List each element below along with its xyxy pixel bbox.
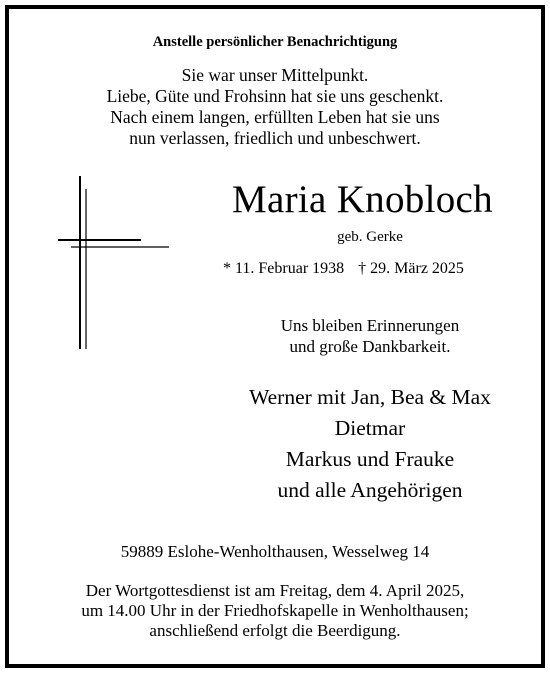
memory-line: und große Dankbarkeit. bbox=[289, 337, 451, 356]
mourner-line: Dietmar bbox=[334, 416, 406, 440]
mourner-line: Markus und Frauke bbox=[285, 447, 455, 471]
death-date: † 29. März 2025 bbox=[358, 260, 464, 277]
verse-line: Nach einem langen, erfüllten Leben hat sie uns bbox=[110, 107, 440, 127]
cross-icon bbox=[9, 9, 189, 349]
mourner-line: und alle Angehörigen bbox=[277, 478, 463, 502]
verse-line: nun verlassen, friedlich und unbeschwert. bbox=[129, 128, 421, 148]
notice-header: Anstelle persönlicher Benachrichtigung bbox=[152, 34, 398, 50]
verse-line: Sie war unser Mittelpunkt. bbox=[181, 65, 369, 85]
life-dates bbox=[223, 260, 493, 278]
mourners bbox=[199, 382, 541, 506]
obituary-notice bbox=[5, 5, 545, 668]
service-line: anschließend erfolgt die Beerdigung. bbox=[149, 621, 401, 640]
maiden-name: geb. Gerke bbox=[337, 229, 403, 245]
birth-date: * 11. Februar 1938 bbox=[223, 260, 345, 277]
address: 59889 Eslohe-Wenholthausen, Wesselweg 14 bbox=[120, 542, 430, 561]
service-line: Der Wortgottesdienst ist am Freitag, dem 4. April 2025, bbox=[85, 581, 465, 600]
service-info bbox=[9, 581, 541, 641]
verse-line: Liebe, Güte und Frohsinn hat sie uns geschenkt. bbox=[106, 86, 444, 106]
memory-line: Uns bleiben Erinnerungen bbox=[280, 316, 460, 335]
deceased-name: Maria Knobloch bbox=[232, 178, 493, 221]
service-line: um 14.00 Uhr in der Friedhofskapelle in Wenholthausen; bbox=[81, 601, 469, 620]
mourner-line: Werner mit Jan, Bea & Max bbox=[249, 385, 491, 409]
memory-text bbox=[199, 315, 541, 357]
